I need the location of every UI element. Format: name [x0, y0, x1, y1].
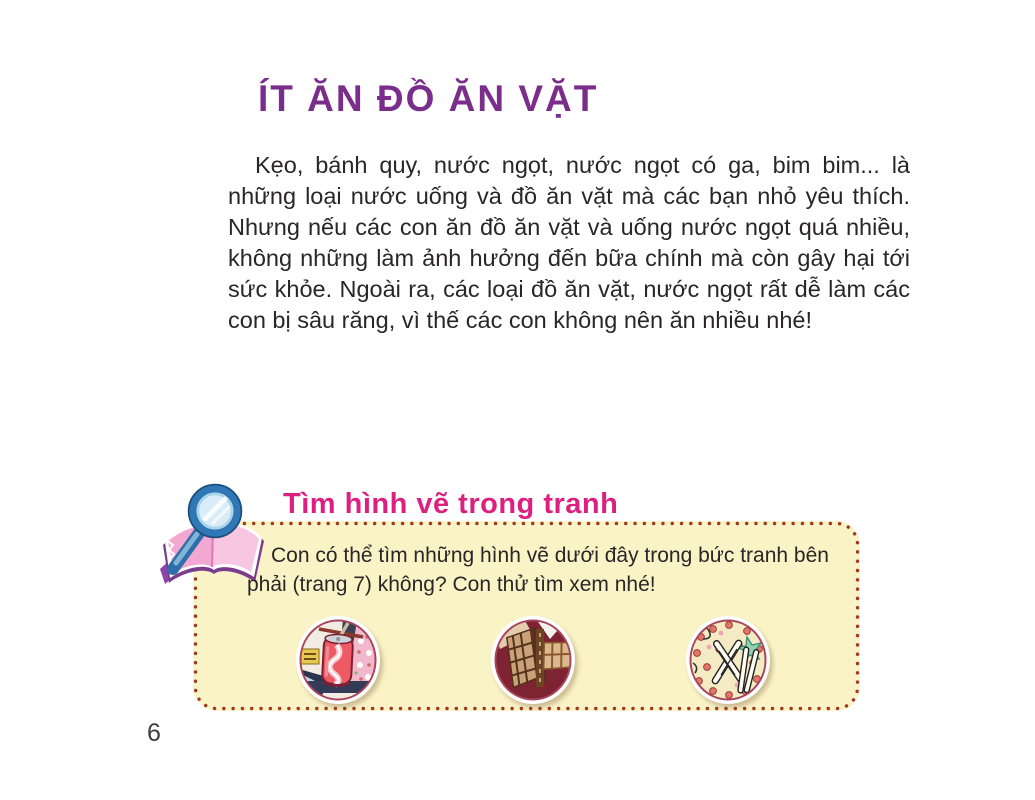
page-number: 6: [147, 719, 161, 747]
article-body: Kẹo, bánh quy, nước ngọt, nước ngọt có ga, bim bim... là những loại nước uống và đồ ăn vặt mà các bạn nhỏ yêu thích. Nhưng nếu các con ăn đồ ăn vặt và uống nước ngọt quá nhiều, không những làm ảnh hưởng đến bữa chính mà còn gây hại tới sức khỏe. Ngoài ra, các loại đồ ăn vặt, nước ngọt rất dễ làm các con bị sâu răng, vì thế các con không nên ăn nhiều nhé!: [228, 152, 910, 333]
candy-thumbnail: [686, 616, 770, 704]
activity-instruction: Con có thể tìm những hình vẽ dưới đây trong bức tranh bên phải (trang 7) không? Con thử tìm xem nhé!: [247, 544, 829, 596]
activity-box: [193, 488, 860, 711]
soda-can-thumbnail: [296, 616, 380, 704]
activity-heading: Tìm hình vẽ trong tranh: [283, 488, 619, 520]
page-title: ÍT ĂN ĐỒ ĂN VẶT: [258, 78, 599, 119]
chocolate-thumbnail: [491, 616, 575, 704]
